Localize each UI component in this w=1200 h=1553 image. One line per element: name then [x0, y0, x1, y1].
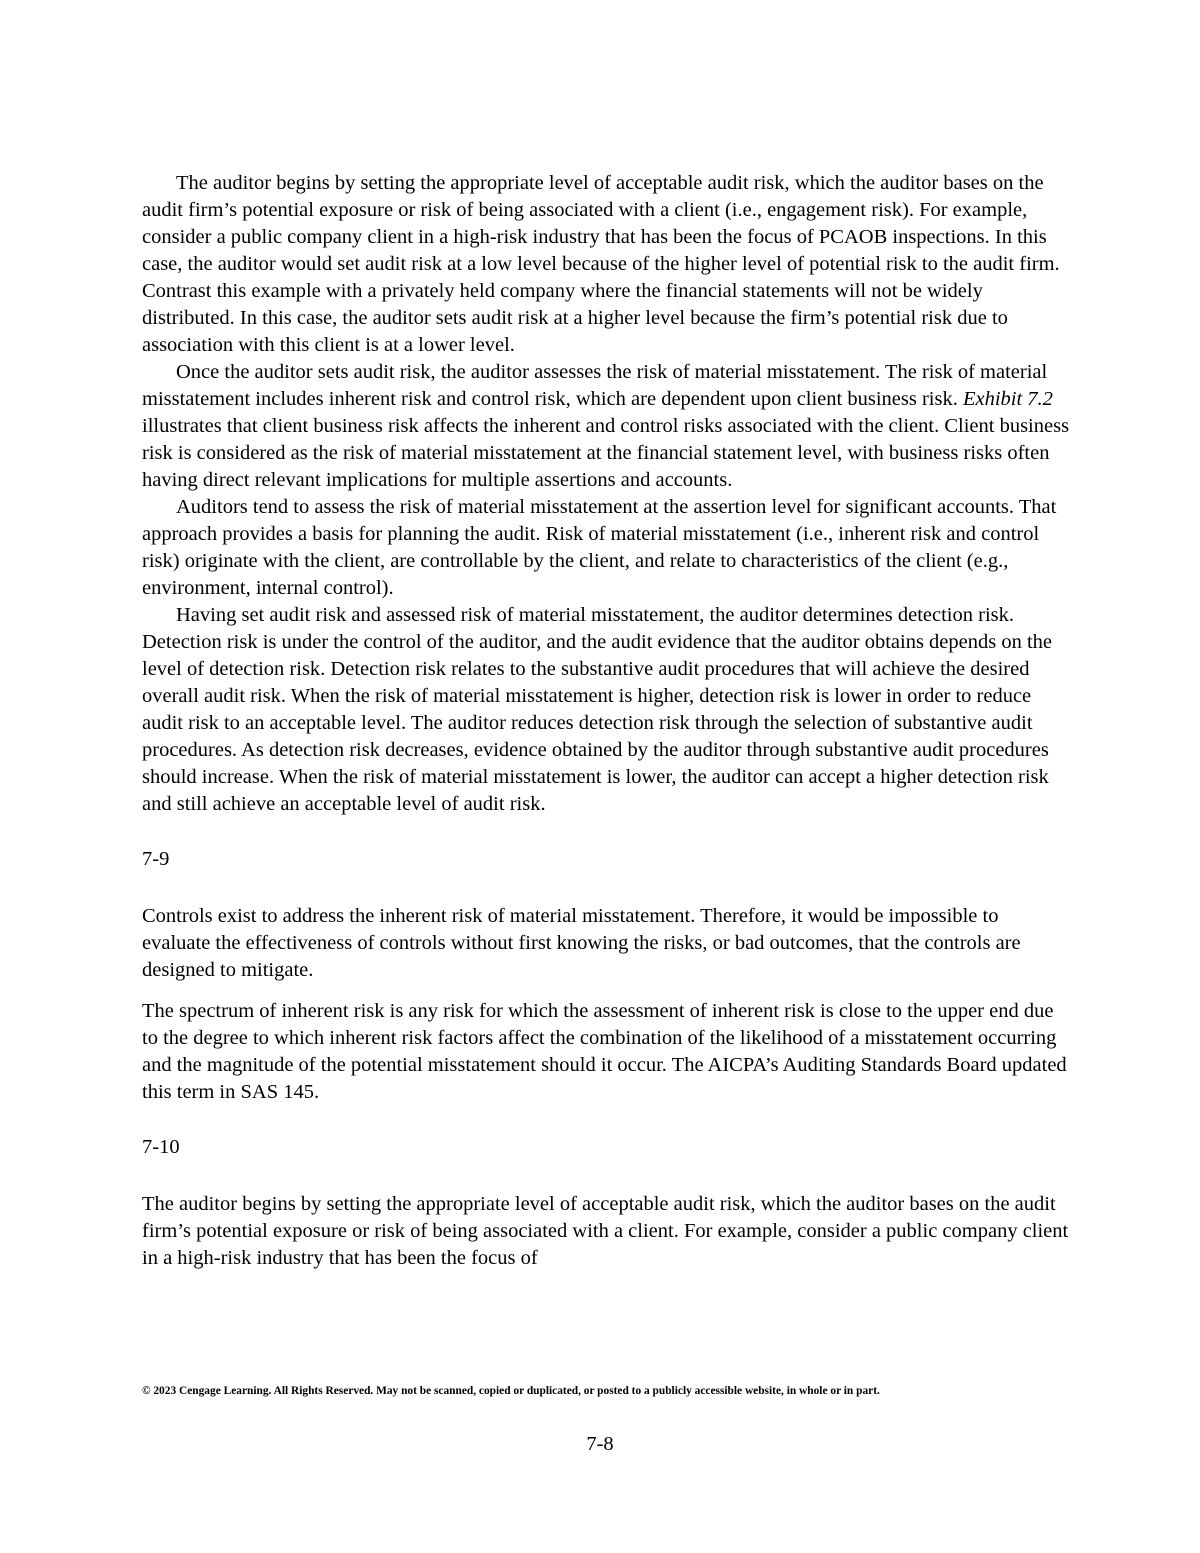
paragraph-audit-risk-repeat: The auditor begins by setting the appropriate level of acceptable audit risk, which the auditor bases on the audit firm’s potential exposure or risk of being associated with a client. For example, consider a public company client in a high-risk industry that has been the focus of [142, 1193, 1069, 1269]
section-heading-7-10: 7-10 [142, 1136, 180, 1158]
paragraph-assertion-level [142, 494, 1070, 602]
paragraph-text: Once the auditor sets audit risk, the auditor assesses the risk of material misstatement. The risk of material misstatement includes inherent risk and control risk, which are dependent upon client business risk. [142, 361, 1048, 410]
paragraph-controls: Controls exist to address the inherent risk of material misstatement. Therefore, it would be impossible to evaluate the effectiveness of controls without first knowing the risks, or bad outcomes, that the controls are designed to mitigate. [142, 905, 1021, 981]
document-body [142, 170, 1070, 1272]
section-heading-7-9: 7-9 [142, 848, 170, 870]
paragraph-detection-risk [142, 602, 1070, 818]
paragraph-text: Having set audit risk and assessed risk of material misstatement, the auditor determines detection risk. Detection risk is under the control of the auditor, and the audit evidence that the auditor obtains depends on the level of detection risk. Detection risk relates to the substantive audit procedures that will achieve the desired overall audit risk. When the risk of material misstatement is higher, detection risk is lower in order to reduce audit risk to an acceptable level. The auditor reduces detection risk through the selection of substantive audit procedures. As detection risk decreases, evidence obtained by the auditor through substantive audit procedures should increase. When the risk of material misstatement is lower, the auditor can accept a higher detection risk and still achieve an acceptable level of audit risk. [142, 604, 1053, 815]
paragraph-text: Auditors tend to assess the risk of material misstatement at the assertion level for significant accounts. That approach provides a basis for planning the audit. Risk of material misstatement (i.e., inherent risk and control risk) originate with the client, are controllable by the client, and relate to characteristics of the client (e.g., environment, internal control). [142, 496, 1057, 599]
paragraph-text: The auditor begins by setting the appropriate level of acceptable audit risk, which the auditor bases on the audit firm’s potential exposure or risk of being associated with a client (i.e., engagement risk). For example, consider a public company client in a high-risk industry that has been the focus of PCAOB inspections. In this case, the auditor would set audit risk at a low level because of the higher level of potential risk to the audit firm. Contrast this example with a privately held company where the financial statements will not be widely distributed. In this case, the auditor sets audit risk at a higher level because the firm’s potential risk due to association with this client is at a lower level. [142, 172, 1060, 356]
paragraph-spectrum-inherent-risk: The spectrum of inherent risk is any risk for which the assessment of inherent risk is close to the upper end due to the degree to which inherent risk factors affect the combination of the likelihood of a misstatement occurring and the magnitude of the potential misstatement should it occur. The AICPA’s Auditing Standards Board updated this term in SAS 145. [142, 1000, 1067, 1103]
page-number: 7-8 [586, 1433, 614, 1455]
paragraph-material-misstatement [142, 359, 1070, 494]
paragraph-text: illustrates that client business risk affects the inherent and control risks associated with the client. Client business risk is considered as the risk of material misstatement at the financial statement level, with business risks often having direct relevant implications for multiple assertions and accounts. [142, 415, 1070, 491]
copyright-notice: © 2023 Cengage Learning. All Rights Reserved. May not be scanned, copied or duplicated, or posted to a publicly accessible website, in whole or in part. [142, 1385, 880, 1397]
paragraph-audit-risk [142, 170, 1070, 359]
exhibit-reference: Exhibit 7.2 [962, 388, 1053, 410]
